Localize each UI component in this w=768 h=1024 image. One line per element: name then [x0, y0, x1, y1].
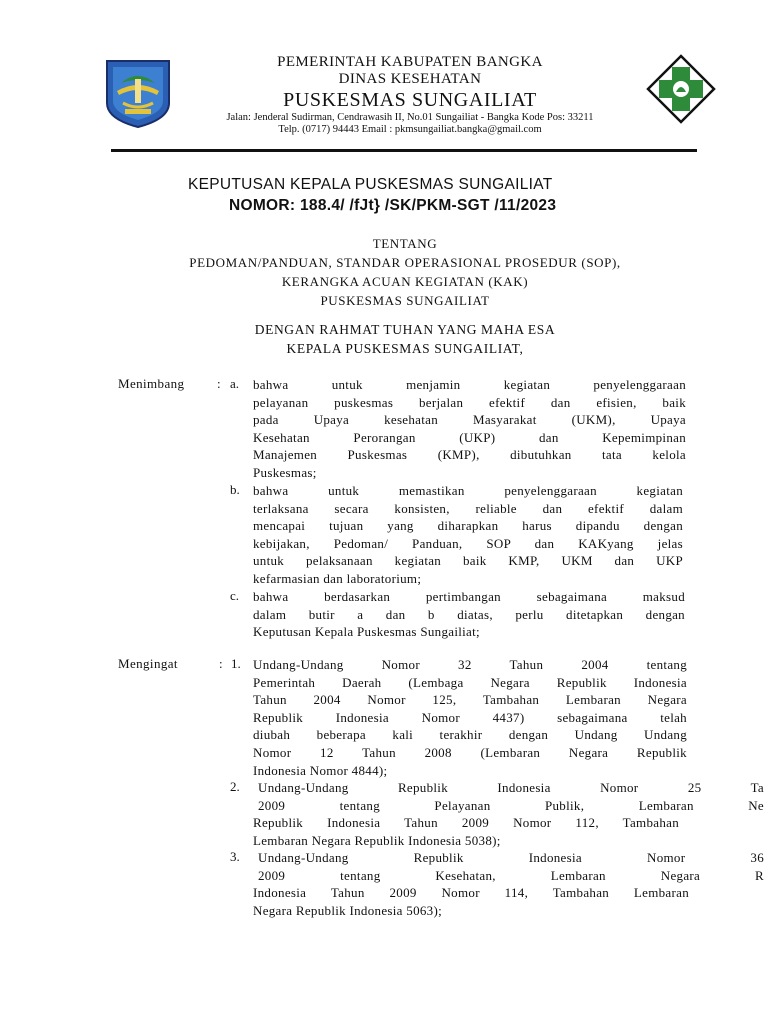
- preamble: [100, 320, 710, 358]
- item-line: bahwa berdasarkan pertimbangan sebagaimana maksud: [253, 589, 685, 604]
- preamble-line-2: KEPALA PUSKESMAS SUNGAILIAT,: [286, 341, 524, 356]
- mengingat-label: Mengingat: [118, 656, 178, 671]
- item-line: pada Upaya kesehatan Masyarakat (UKM), Upaya: [253, 412, 686, 428]
- menimbang-colon: :: [217, 376, 221, 391]
- item-line: pelayanan puskesmas berjalan efektif dan efisien, baik: [253, 394, 686, 410]
- institution-name: PUSKESMAS SUNGAILIAT: [283, 89, 537, 111]
- item-line: Republik Indonesia Tahun 2009 Nomor 112, Tambahan: [253, 815, 679, 831]
- mengingat-item-1: [253, 656, 687, 779]
- item-line: Indonesia Tahun 2009 Nomor 114, Tambahan Lembaran: [253, 885, 689, 901]
- item-line: bahwa untuk menjamin kegiatan penyelenggaraan: [253, 377, 686, 392]
- item-line: untuk pelaksanaan kegiatan baik KMP, UKM dan UKP: [253, 553, 683, 569]
- item-line: Keputusan Kepala Puskesmas Sungailiat;: [253, 624, 480, 640]
- decree-title: KEPUTUSAN KEPALA PUSKESMAS SUNGAILIAT: [188, 176, 553, 193]
- contact-line: Telp. (0717) 94443 Email : pkmsungailiat.bangka@gmail.com: [278, 124, 542, 135]
- item-line: Republik Indonesia Nomor 4437) sebagaimana telah: [253, 709, 687, 725]
- mengingat-marker-3: 3.: [230, 849, 240, 864]
- item-line: Indonesia Nomor 4844);: [253, 762, 388, 778]
- kabupaten-bangka-emblem-icon: [101, 57, 175, 129]
- letterhead-divider: [111, 149, 697, 152]
- mengingat-colon: :: [219, 656, 223, 671]
- item-line: bahwa untuk memastikan penyelenggaraan kegiatan: [253, 483, 683, 498]
- item-line: Nomor 12 Tahun 2008 (Lembaran Negara Republik: [253, 744, 687, 760]
- puskesmas-cross-logo-icon: [646, 54, 716, 124]
- item-line: Undang-Undang Republik Indonesia Nomor 36: [258, 850, 764, 865]
- menimbang-item-a: [253, 376, 686, 482]
- menimbang-item-b: [253, 482, 683, 588]
- menimbang-item-c: [253, 588, 685, 641]
- address-line: Jalan: Jenderal Sudirman, Cendrawasih II, No.01 Sungailiat - Bangka Kode Pos: 33211: [226, 112, 594, 123]
- item-line: kebijakan, Pedoman/ Panduan, SOP dan KAKyang jelas: [253, 535, 683, 551]
- about-heading: TENTANG: [372, 236, 438, 251]
- about-line-2: KERANGKA ACUAN KEGIATAN (KAK): [281, 274, 529, 289]
- item-line: Undang-Undang Nomor 32 Tahun 2004 tentang: [253, 657, 687, 672]
- item-line: Kesehatan Perorangan (UKP) dan Kepemimpinan: [253, 429, 686, 445]
- about-line-3: PUSKESMAS SUNGAILIAT: [320, 293, 490, 308]
- preamble-line-1: DENGAN RAHMAT TUHAN YANG MAHA ESA: [254, 322, 556, 337]
- mengingat-item-3: [253, 849, 764, 919]
- item-line: terlaksana secara konsisten, reliable dan efektif dalam: [253, 500, 683, 516]
- item-line: Undang-Undang Republik Indonesia Nomor 25 Ta: [258, 780, 764, 795]
- item-line: diubah beberapa kali terakhir dengan Undang Undang: [253, 727, 687, 743]
- mengingat-marker-2: 2.: [230, 779, 240, 794]
- menimbang-marker-c: c.: [230, 588, 240, 603]
- item-line: kefarmasian dan laboratorium;: [253, 570, 422, 586]
- item-line: 2009 tentang Kesehatan, Lembaran Negara R: [258, 867, 764, 883]
- mengingat-item-2: [253, 779, 764, 849]
- about-line-1: PEDOMAN/PANDUAN, STANDAR OPERASIONAL PROSEDUR (SOP),: [189, 255, 621, 270]
- about-block: [100, 234, 710, 310]
- mengingat-marker-1: 1.: [231, 656, 241, 671]
- item-line: Lembaran Negara Republik Indonesia 5038);: [253, 832, 501, 848]
- item-line: dalam butir a dan b diatas, perlu ditetapkan dengan: [253, 606, 685, 622]
- item-line: 2009 tentang Pelayanan Publik, Lembaran Ne: [258, 797, 764, 813]
- menimbang-marker-a: a.: [230, 376, 240, 391]
- department-name: DINAS KESEHATAN: [338, 71, 482, 87]
- item-line: Negara Republik Indonesia 5063);: [253, 902, 443, 918]
- item-line: Tahun 2004 Nomor 125, Tambahan Lembaran Negara: [253, 692, 687, 708]
- item-line: Puskesmas;: [253, 464, 317, 480]
- decree-number: NOMOR: 188.4/ /fJt} /SK/PKM-SGT /11/2023: [229, 197, 557, 214]
- government-name: PEMERINTAH KABUPATEN BANGKA: [277, 54, 543, 70]
- letterhead: [180, 54, 640, 136]
- menimbang-marker-b: b.: [230, 482, 240, 497]
- item-line: Pemerintah Daerah (Lembaga Negara Republik Indonesia: [253, 674, 687, 690]
- item-line: Manajemen Puskesmas (KMP), dibutuhkan tata kelola: [253, 447, 686, 463]
- item-line: mencapai tujuan yang diharapkan harus dipandu dengan: [253, 518, 683, 534]
- menimbang-label: Menimbang: [118, 376, 185, 391]
